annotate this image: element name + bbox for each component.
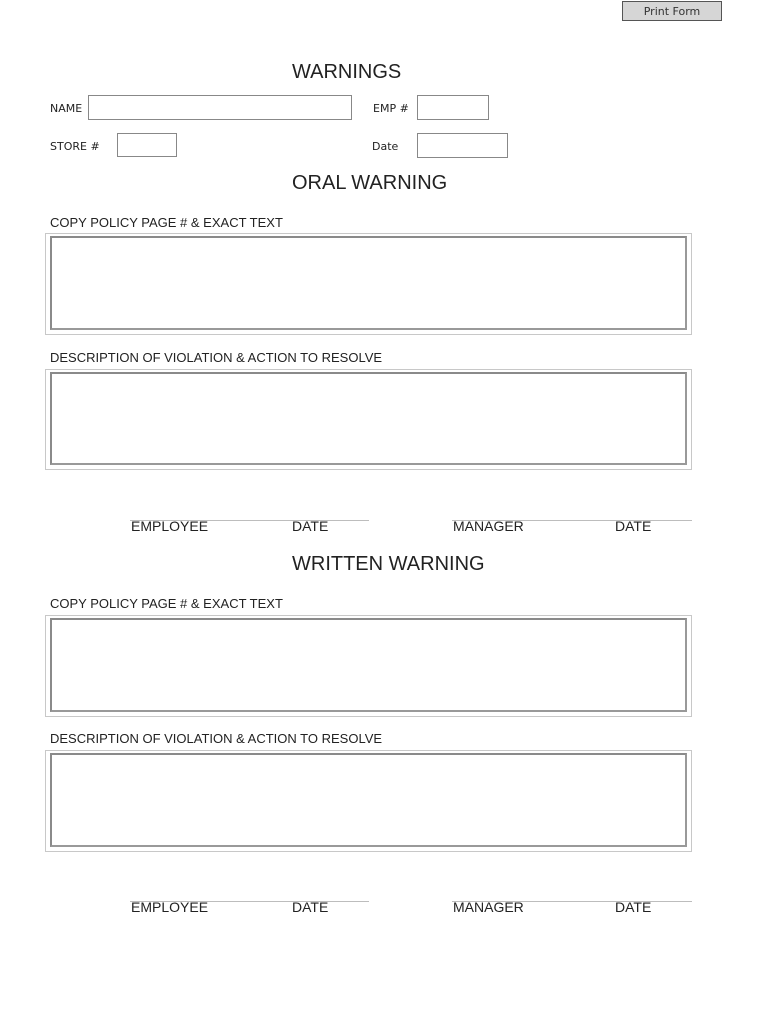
store-number-field[interactable] — [117, 133, 177, 157]
oral-manager-label: MANAGER — [453, 518, 524, 534]
date-label: Date — [372, 140, 399, 153]
emp-number-field[interactable] — [417, 95, 489, 120]
oral-manager-date-label: DATE — [615, 518, 652, 534]
written-policy-box — [45, 615, 692, 717]
oral-policy-box — [45, 233, 692, 335]
oral-violation-box — [45, 369, 692, 470]
oral-policy-label: COPY POLICY PAGE # & EXACT TEXT — [50, 215, 283, 230]
page-title: WARNINGS — [292, 61, 402, 83]
written-policy-textarea[interactable] — [50, 618, 687, 712]
written-employee-label: EMPLOYEE — [131, 899, 209, 915]
oral-warning-heading: ORAL WARNING — [292, 172, 448, 194]
written-violation-textarea[interactable] — [50, 753, 687, 847]
written-manager-label: MANAGER — [453, 899, 524, 915]
written-violation-box — [45, 750, 692, 852]
oral-employee-date-label: DATE — [292, 518, 329, 534]
emp-number-label: EMP # — [373, 102, 409, 115]
written-warning-heading: WRITTEN WARNING — [292, 553, 485, 575]
written-policy-label: COPY POLICY PAGE # & EXACT TEXT — [50, 596, 283, 611]
date-field[interactable] — [417, 133, 508, 158]
name-field[interactable] — [88, 95, 352, 120]
written-employee-date-label: DATE — [292, 899, 329, 915]
oral-violation-textarea[interactable] — [50, 372, 687, 465]
written-manager-date-label: DATE — [615, 899, 652, 915]
oral-policy-textarea[interactable] — [50, 236, 687, 330]
store-number-label: STORE # — [50, 140, 100, 153]
oral-violation-label: DESCRIPTION OF VIOLATION & ACTION TO RESOLVE — [50, 350, 383, 365]
written-violation-label: DESCRIPTION OF VIOLATION & ACTION TO RESOLVE — [50, 731, 383, 746]
print-form-button[interactable]: Print Form — [622, 1, 722, 21]
oral-employee-label: EMPLOYEE — [131, 518, 209, 534]
name-label: NAME — [50, 102, 83, 115]
